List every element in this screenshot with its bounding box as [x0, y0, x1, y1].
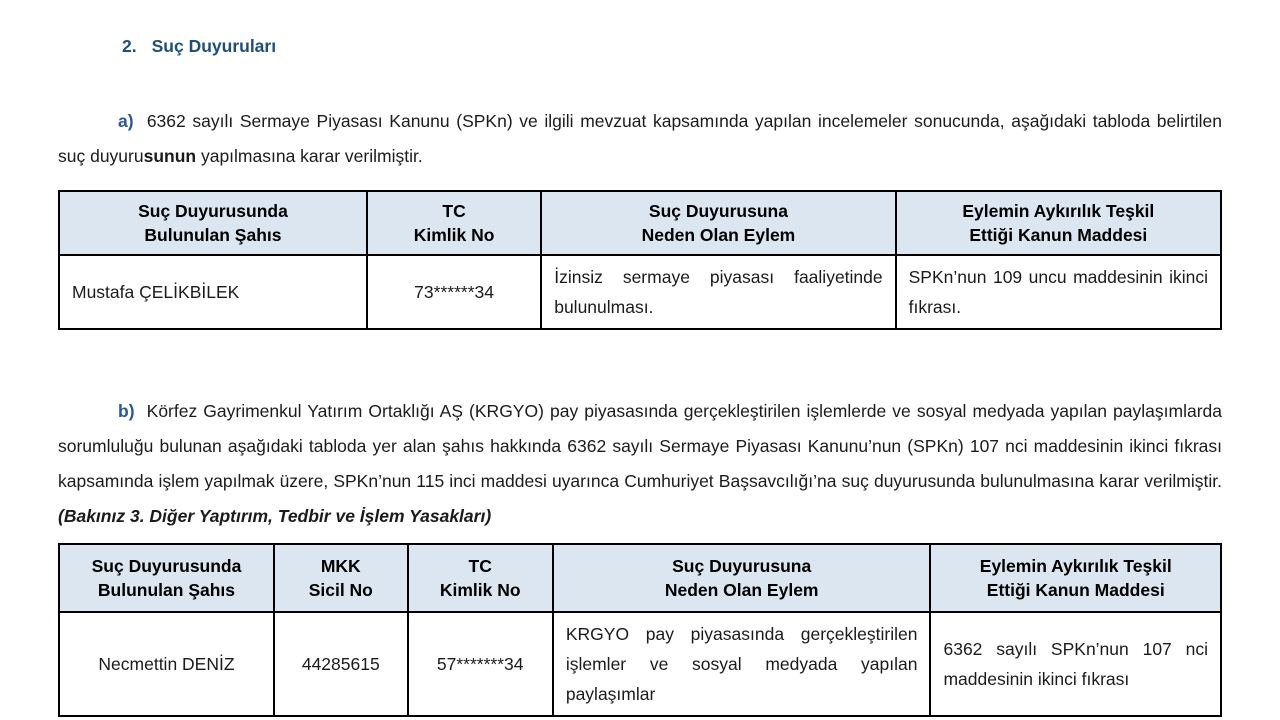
table-b-data-row: [59, 612, 1221, 716]
table-b-header-mkk: MKK Sicil No: [274, 544, 408, 612]
table-a-data-row: [59, 255, 1221, 329]
table-b-header-row: [59, 544, 1221, 612]
paragraph-b-text: Körfez Gayrimenkul Yatırım Ortaklığı AŞ (KRGYO) pay piyasasında gerçekleştirilen işlemlerde ve sosyal medyada yapılan paylaşımlarda sorumluluğu bulunan aşağıdaki tabloda yer alan şahıs hakkında 6362 sayılı Sermaye Piyasası Kanunu’nun (SPKn) 107 nci maddesinin ikinci fıkrası kapsamında işlem yapılmak üzere, SPKn’nun 115 inci maddesi uyarınca Cumhuriyet Başsavcılığı’na suç duyurusunda bulunulmasına karar verilmiştir.: [58, 401, 1222, 491]
table-a-cell-tc: 73******34: [367, 255, 541, 329]
table-a-header-kanun: Eylemin Aykırılık Teşkil Ettiği Kanun Maddesi: [896, 191, 1221, 255]
table-b-cell-sahis: Necmettin DENİZ: [59, 612, 274, 716]
table-a-cell-sahis: Mustafa ÇELİKBİLEK: [59, 255, 367, 329]
complaints-table-b: [58, 543, 1222, 717]
table-b-header-kanun: Eylemin Aykırılık Teşkil Ettiği Kanun Maddesi: [930, 544, 1221, 612]
table-b-header-eylem: Suç Duyurusuna Neden Olan Eylem: [553, 544, 931, 612]
table-b-cell-mkk: 44285615: [274, 612, 408, 716]
section-heading: [122, 36, 1222, 57]
paragraph-a-marker: a): [118, 111, 134, 131]
section-heading-number: 2.: [122, 36, 137, 56]
section-heading-title: Suç Duyuruları: [151, 36, 277, 56]
table-a-cell-kanun: SPKn’nun 109 uncu maddesinin ikinci fıkrası.: [896, 255, 1221, 329]
paragraph-b-marker: b): [118, 401, 135, 421]
table-b-cell-eylem: KRGYO pay piyasasında gerçekleştirilen işlemler ve sosyal medyada yapılan paylaşımlar: [553, 612, 931, 716]
table-b-header-sahis: Suç Duyurusunda Bulunulan Şahıs: [59, 544, 274, 612]
paragraph-a-text-end: yapılmasına karar verilmiştir.: [196, 146, 423, 166]
table-a-header-tc: TC Kimlik No: [367, 191, 541, 255]
paragraph-a-text: 6362 sayılı Sermaye Piyasası Kanunu (SPKn) ve ilgili mevzuat kapsamında yapılan incelemeler sonucunda, aşağıdaki tabloda belirtilen suç duyuru: [58, 111, 1222, 166]
table-b-cell-kanun: 6362 sayılı SPKn’nun 107 nci maddesinin ikinci fıkrası: [930, 612, 1221, 716]
table-a-header-row: [59, 191, 1221, 255]
paragraph-a: [58, 104, 1222, 174]
table-a-header-eylem: Suç Duyurusuna Neden Olan Eylem: [541, 191, 895, 255]
paragraph-b-reference: (Bakınız 3. Diğer Yaptırım, Tedbir ve İşlem Yasakları): [58, 506, 492, 526]
table-a-header-sahis: Suç Duyurusunda Bulunulan Şahıs: [59, 191, 367, 255]
paragraph-a-text-bold: sunun: [143, 146, 197, 166]
paragraph-b: [58, 394, 1222, 534]
table-a-cell-eylem: İzinsiz sermaye piyasası faaliyetinde bulunulması.: [541, 255, 895, 329]
table-b-header-tc: TC Kimlik No: [408, 544, 553, 612]
table-b-cell-tc: 57*******34: [408, 612, 553, 716]
complaints-table-a: [58, 190, 1222, 330]
